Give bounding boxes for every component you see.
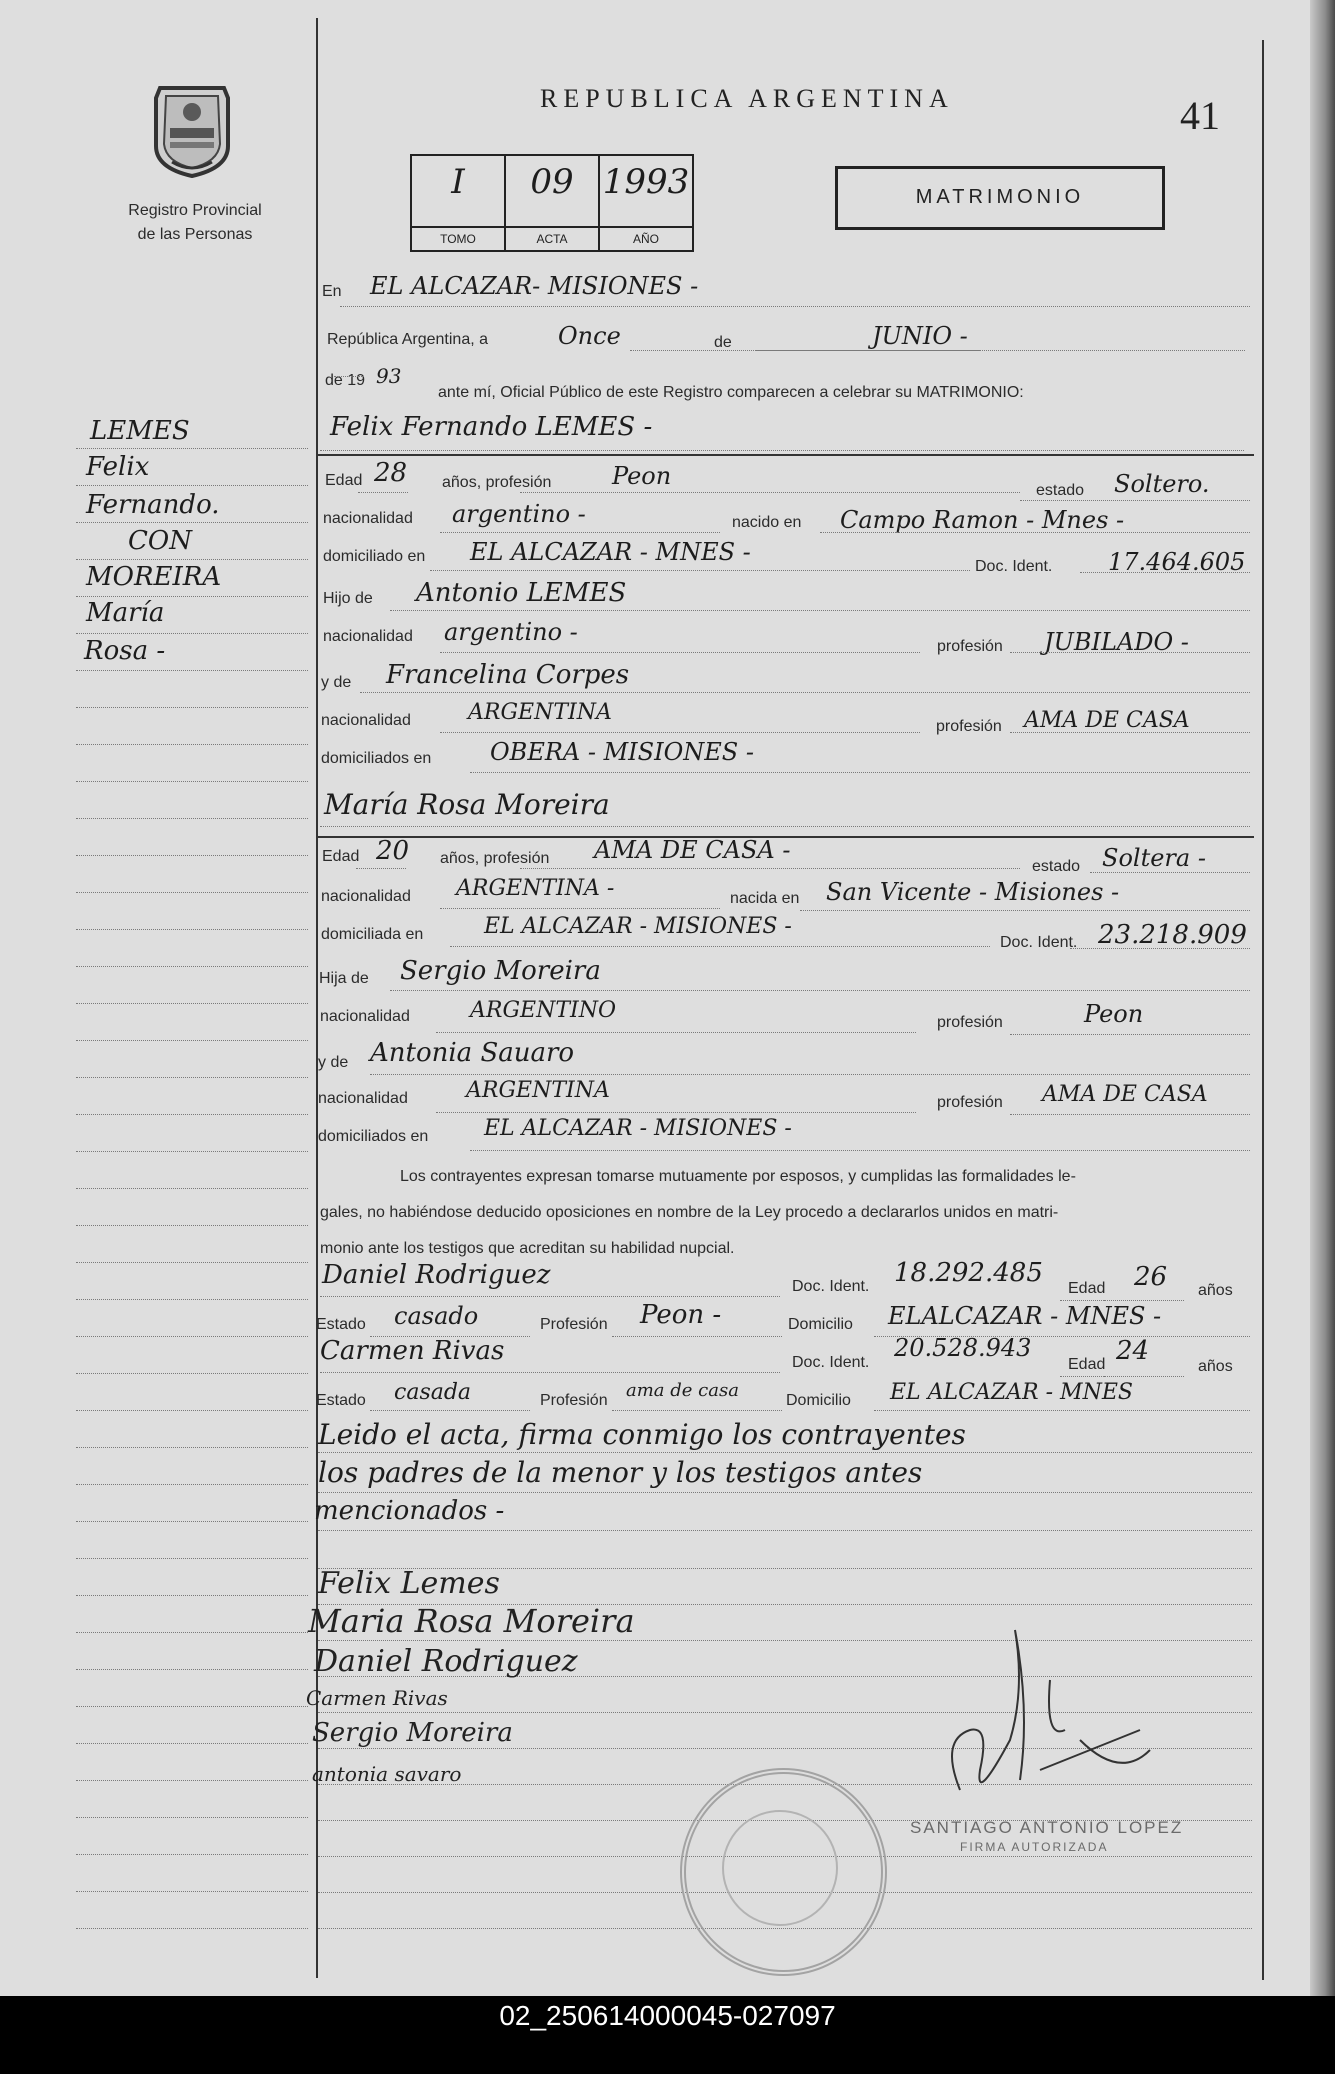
tomo-box	[412, 156, 506, 250]
groom-mother-nationality-value: ARGENTINA	[468, 700, 612, 725]
fill-line	[1090, 872, 1250, 873]
month-value: JUNIO -	[872, 322, 968, 350]
witness-1-domicile-label: Domicilio	[788, 1316, 853, 1333]
margin-annotation-line: Fernando.	[86, 490, 220, 520]
registry-name-line2: de las Personas	[137, 226, 253, 243]
ano-value: 1993	[602, 162, 690, 202]
margin-ruled-line	[76, 1151, 308, 1152]
witness-1-doc-label: Doc. Ident.	[792, 1278, 870, 1295]
margin-ruled-line	[76, 1003, 308, 1004]
month-de-label: de	[714, 334, 732, 351]
margin-ruled-line	[76, 1743, 308, 1744]
margin-ruled-line	[76, 1225, 308, 1226]
provincial-crest-icon	[142, 76, 242, 180]
groom-doc-value: 17.464.605	[1108, 548, 1246, 576]
fill-line	[520, 492, 1020, 493]
day-value: Once	[558, 322, 621, 350]
tomo-value: I	[451, 162, 465, 202]
groom-mother-profession-label: profesión	[936, 718, 1002, 735]
closing-line-3: mencionados -	[314, 1496, 505, 1526]
fill-line	[1070, 948, 1250, 949]
margin-ruled-line	[76, 670, 308, 671]
groom-name-value: Felix Fernando LEMES -	[330, 412, 653, 442]
margin-border-line	[316, 18, 318, 1978]
bride-section-rule	[318, 836, 1254, 838]
fill-line	[1080, 572, 1250, 573]
witness-2-profession-label: Profesión	[540, 1392, 608, 1409]
formula-line-3: monio ante los testigos que acreditan su habilidad nupcial.	[320, 1240, 735, 1257]
groom-doc-label: Doc. Ident.	[975, 558, 1053, 575]
acta-box	[506, 156, 600, 250]
witness-2-profession-value: ama de casa	[626, 1380, 739, 1401]
fill-line	[318, 1530, 1252, 1531]
fill-line	[320, 826, 1250, 827]
groom-father-nationality-label: nacionalidad	[323, 628, 413, 645]
fill-line	[430, 570, 970, 571]
fill-line	[612, 1336, 782, 1337]
signature-father: Sergio Moreira	[312, 1718, 513, 1748]
fill-line	[370, 1336, 530, 1337]
margin-ruled-line	[76, 1891, 308, 1892]
fill-line	[612, 1410, 782, 1411]
fill-line	[1060, 1300, 1110, 1301]
groom-father-value: Antonio LEMES	[416, 578, 627, 608]
bride-status-value: Soltera -	[1102, 844, 1206, 872]
fill-line	[755, 350, 1245, 351]
margin-ruled-line	[76, 1780, 308, 1781]
bride-status-label: estado	[1032, 858, 1081, 875]
margin-ruled-line	[76, 1299, 308, 1300]
margin-ruled-line	[76, 1447, 308, 1448]
fill-line	[440, 652, 920, 653]
fill-line	[874, 1410, 1250, 1411]
official-role-stamp: FIRMA AUTORIZADA	[960, 1840, 1109, 1854]
fill-line	[440, 908, 720, 909]
fill-line	[874, 1336, 1250, 1337]
groom-domicile-value: EL ALCAZAR - MNES -	[470, 538, 751, 566]
margin-ruled-line	[76, 1484, 308, 1485]
fill-line	[1010, 1114, 1250, 1115]
groom-status-value: Soltero.	[1114, 470, 1210, 498]
margin-ruled-line	[76, 781, 308, 782]
bride-mother-profession-value: AMA DE CASA	[1042, 1082, 1208, 1107]
margin-ruled-line	[76, 1706, 308, 1707]
fill-line	[1104, 1300, 1184, 1301]
bride-profession-label: años, profesión	[440, 850, 550, 867]
bride-birthplace-value: San Vicente - Misiones -	[826, 878, 1120, 906]
bride-profession-value: AMA DE CASA -	[594, 836, 791, 864]
fill-line	[390, 610, 1250, 611]
witness-1-profession-label: Profesión	[540, 1316, 608, 1333]
margin-annotation-line: MOREIRA	[86, 562, 222, 592]
witness-2-doc-value: 20.528.943	[894, 1334, 1032, 1362]
acta-label: ACTA	[506, 226, 598, 250]
folio-number: 41	[1180, 93, 1220, 138]
fill-line	[440, 732, 920, 733]
witness-1-status-value: casado	[394, 1302, 479, 1330]
witness-2-age-label: Edad	[1068, 1356, 1106, 1373]
margin-ruled-line	[76, 929, 308, 930]
fill-line	[1104, 1376, 1184, 1377]
fill-line	[820, 532, 1250, 533]
witness-2-name-value: Carmen Rivas	[320, 1336, 505, 1366]
bride-father-nationality-label: nacionalidad	[320, 1008, 410, 1025]
official-name-stamp: SANTIAGO ANTONIO LOPEZ	[910, 1818, 1184, 1837]
bride-domicile-value: EL ALCAZAR - MISIONES -	[484, 914, 792, 939]
margin-ruled-line	[76, 1817, 308, 1818]
signature-groom: Felix Lemes	[318, 1566, 500, 1601]
year-label: de 19	[325, 372, 366, 389]
fill-line	[436, 1112, 916, 1113]
groom-father-nationality-value: argentino -	[444, 618, 578, 646]
witness-2-status-label: Estado	[316, 1392, 366, 1409]
margin-ruled-line	[76, 818, 308, 819]
acta-value: 09	[530, 162, 574, 202]
fill-line	[334, 376, 364, 377]
margin-ruled-line	[76, 633, 308, 634]
margin-ruled-line	[76, 892, 308, 893]
bride-birthplace-label: nacida en	[730, 890, 800, 907]
groom-mother-value: Francelina Corpes	[386, 660, 630, 690]
margin-annotation-line: CON	[128, 526, 192, 556]
groom-mother-label: y de	[321, 674, 352, 691]
groom-age-label: Edad	[325, 472, 363, 489]
witness-2-domicile-label: Domicilio	[786, 1392, 851, 1409]
fill-line	[470, 772, 1250, 773]
fill-line	[360, 692, 1250, 693]
groom-parents-domicile-value: OBERA - MISIONES -	[490, 738, 754, 766]
signature-bride: Maria Rosa Moreira	[308, 1602, 635, 1640]
fill-line	[436, 1032, 916, 1033]
official-seal-inner	[722, 1810, 838, 1926]
signature-mother: antonia savaro	[312, 1762, 462, 1786]
fill-line	[390, 990, 1250, 991]
witness-1-age-value: 26	[1134, 1262, 1168, 1292]
margin-ruled-line	[76, 1928, 308, 1929]
bride-mother-nationality-label: nacionalidad	[318, 1090, 408, 1107]
margin-ruled-line	[76, 1595, 308, 1596]
margin-ruled-line	[76, 855, 308, 856]
ano-box	[600, 156, 692, 250]
margin-ruled-line	[76, 1632, 308, 1633]
fill-line	[1010, 652, 1250, 653]
scan-identifier: 02_250614000045-027097	[499, 2000, 836, 2031]
witness-2-anos-label: años	[1198, 1358, 1233, 1375]
tomo-label: TOMO	[412, 226, 504, 250]
margin-ruled-line	[76, 1040, 308, 1041]
groom-section-rule	[318, 454, 1254, 456]
margin-ruled-line	[76, 1373, 308, 1374]
margin-ruled-line	[76, 744, 308, 745]
bride-name-value: María Rosa Moreira	[324, 788, 610, 821]
bride-age-value: 20	[376, 836, 410, 866]
margin-annotation-line: Rosa -	[84, 636, 166, 666]
groom-father-label: Hijo de	[323, 590, 373, 607]
groom-nationality-value: argentino -	[452, 500, 586, 528]
signature-witness-2: Carmen Rivas	[306, 1686, 448, 1710]
margin-ruled-line	[76, 522, 308, 523]
fill-line	[1010, 732, 1250, 733]
groom-birthplace-value: Campo Ramon - Mnes -	[840, 506, 1125, 534]
witness-1-anos-label: años	[1198, 1282, 1233, 1299]
margin-ruled-line	[76, 966, 308, 967]
registry-name-line1: Registro Provincial	[128, 202, 262, 219]
formula-line-2: gales, no habiéndose deducido oposiciones en nombre de la Ley procedo a declararlos unidos en matri-	[320, 1204, 1059, 1221]
fill-line	[450, 946, 990, 947]
fill-line	[800, 910, 1250, 911]
page-title: REPUBLICA ARGENTINA	[540, 84, 954, 113]
fill-line	[356, 868, 406, 869]
fill-line	[520, 868, 1020, 869]
fill-line	[318, 1492, 1252, 1493]
bride-parents-domicile-label: domiciliados en	[318, 1128, 429, 1145]
margin-ruled-line	[76, 1262, 308, 1263]
witness-1-name-value: Daniel Rodriguez	[322, 1260, 551, 1290]
fill-line	[358, 492, 408, 493]
bride-father-label: Hija de	[319, 970, 369, 987]
formula-line-1: Los contrayentes expresan tomarse mutuamente por esposos, y cumplidas las formalidades le-	[400, 1168, 1076, 1185]
bride-mother-value: Antonia Sauaro	[370, 1038, 575, 1068]
witness-1-profession-value: Peon -	[640, 1300, 722, 1330]
margin-ruled-line	[76, 1521, 308, 1522]
witness-2-domicile-value: EL ALCAZAR - MNES	[890, 1380, 1133, 1405]
witness-1-status-label: Estado	[316, 1316, 366, 1333]
margin-ruled-line	[76, 1669, 308, 1670]
right-border-line	[1262, 40, 1264, 1980]
year-value: 93	[376, 364, 402, 388]
groom-status-label: estado	[1036, 482, 1085, 499]
witness-1-doc-value: 18.292.485	[894, 1258, 1043, 1288]
margin-annotation-line: Felix	[86, 452, 150, 482]
official-signature-mark	[930, 1620, 1170, 1820]
margin-ruled-line	[76, 707, 308, 708]
groom-mother-profession-value: AMA DE CASA	[1024, 708, 1190, 733]
bride-mother-nationality-value: ARGENTINA	[466, 1078, 610, 1103]
tomo-acta-ano-boxes	[410, 154, 694, 252]
margin-annotation-line: María	[86, 598, 165, 628]
fill-line	[470, 1150, 1250, 1151]
fill-line	[1060, 1376, 1110, 1377]
margin-ruled-line	[76, 1336, 308, 1337]
bride-father-value: Sergio Moreira	[400, 956, 601, 986]
witness-2-doc-label: Doc. Ident.	[792, 1354, 870, 1371]
fill-line	[340, 306, 1250, 307]
fill-line	[440, 532, 720, 533]
groom-domicile-label: domiciliado en	[323, 548, 426, 565]
witness-1-domicile-value: ELALCAZAR - MNES -	[888, 1302, 1162, 1330]
margin-ruled-line	[76, 1077, 308, 1078]
fill-line	[370, 1410, 530, 1411]
groom-parents-domicile-label: domiciliados en	[321, 750, 432, 767]
fill-line	[318, 1452, 1252, 1453]
margin-ruled-line	[76, 559, 308, 560]
margin-ruled-line	[76, 1410, 308, 1411]
groom-nationality-label: nacionalidad	[323, 510, 413, 527]
bride-father-profession-label: profesión	[937, 1014, 1003, 1031]
fill-line	[320, 1296, 780, 1297]
preamble-text: ante mí, Oficial Público de este Registro comparecen a celebrar su MATRIMONIO:	[438, 384, 1024, 401]
margin-ruled-line	[76, 448, 308, 449]
book-spine-edge	[1310, 0, 1335, 1996]
witness-1-age-label: Edad	[1068, 1280, 1106, 1297]
bride-father-nationality-value: ARGENTINO	[470, 998, 616, 1023]
groom-age-value: 28	[374, 458, 408, 488]
witness-2-age-value: 24	[1116, 1336, 1150, 1366]
fill-line	[320, 450, 1244, 451]
signature-witness-1: Daniel Rodriguez	[314, 1644, 578, 1679]
fill-line	[1010, 1034, 1250, 1035]
groom-profession-value: Peon	[612, 462, 672, 490]
margin-ruled-line	[76, 1114, 308, 1115]
margin-annotation-line: LEMES	[90, 416, 190, 446]
bride-doc-label: Doc. Ident.	[1000, 934, 1078, 951]
margin-ruled-line	[76, 1558, 308, 1559]
closing-line-1: Leido el acta, firma conmigo los contrayentes	[318, 1418, 966, 1451]
en-label: En	[322, 283, 342, 300]
groom-father-profession-value: JUBILADO -	[1044, 628, 1189, 656]
margin-ruled-line	[76, 1188, 308, 1189]
republica-label: República Argentina, a	[327, 331, 488, 348]
bride-nationality-label: nacionalidad	[321, 888, 411, 905]
witness-2-status-value: casada	[394, 1380, 472, 1405]
bride-nationality-value: ARGENTINA -	[456, 876, 615, 901]
place-value: EL ALCAZAR- MISIONES -	[370, 272, 699, 300]
bride-age-label: Edad	[322, 848, 360, 865]
bride-mother-label: y de	[318, 1054, 349, 1071]
groom-birthplace-label: nacido en	[732, 514, 802, 531]
groom-father-profession-label: profesión	[937, 638, 1003, 655]
ano-label: AÑO	[600, 226, 692, 250]
bride-mother-profession-label: profesión	[937, 1094, 1003, 1111]
margin-ruled-line	[76, 596, 308, 597]
fill-line	[370, 1074, 1250, 1075]
margin-ruled-line	[76, 485, 308, 486]
margin-ruled-line	[76, 1854, 308, 1855]
bride-doc-value: 23.218.909	[1098, 920, 1247, 950]
bride-father-profession-value: Peon	[1084, 1000, 1144, 1028]
bride-parents-domicile-value: EL ALCAZAR - MISIONES -	[484, 1116, 792, 1141]
fill-line	[320, 1372, 780, 1373]
closing-line-2: los padres de la menor y los testigos antes	[318, 1456, 923, 1489]
document-type-box: MATRIMONIO	[835, 166, 1165, 230]
fill-line	[1020, 500, 1250, 501]
groom-profession-label: años, profesión	[442, 474, 552, 491]
bride-domicile-label: domiciliada en	[321, 926, 424, 943]
groom-mother-nationality-label: nacionalidad	[321, 712, 411, 729]
